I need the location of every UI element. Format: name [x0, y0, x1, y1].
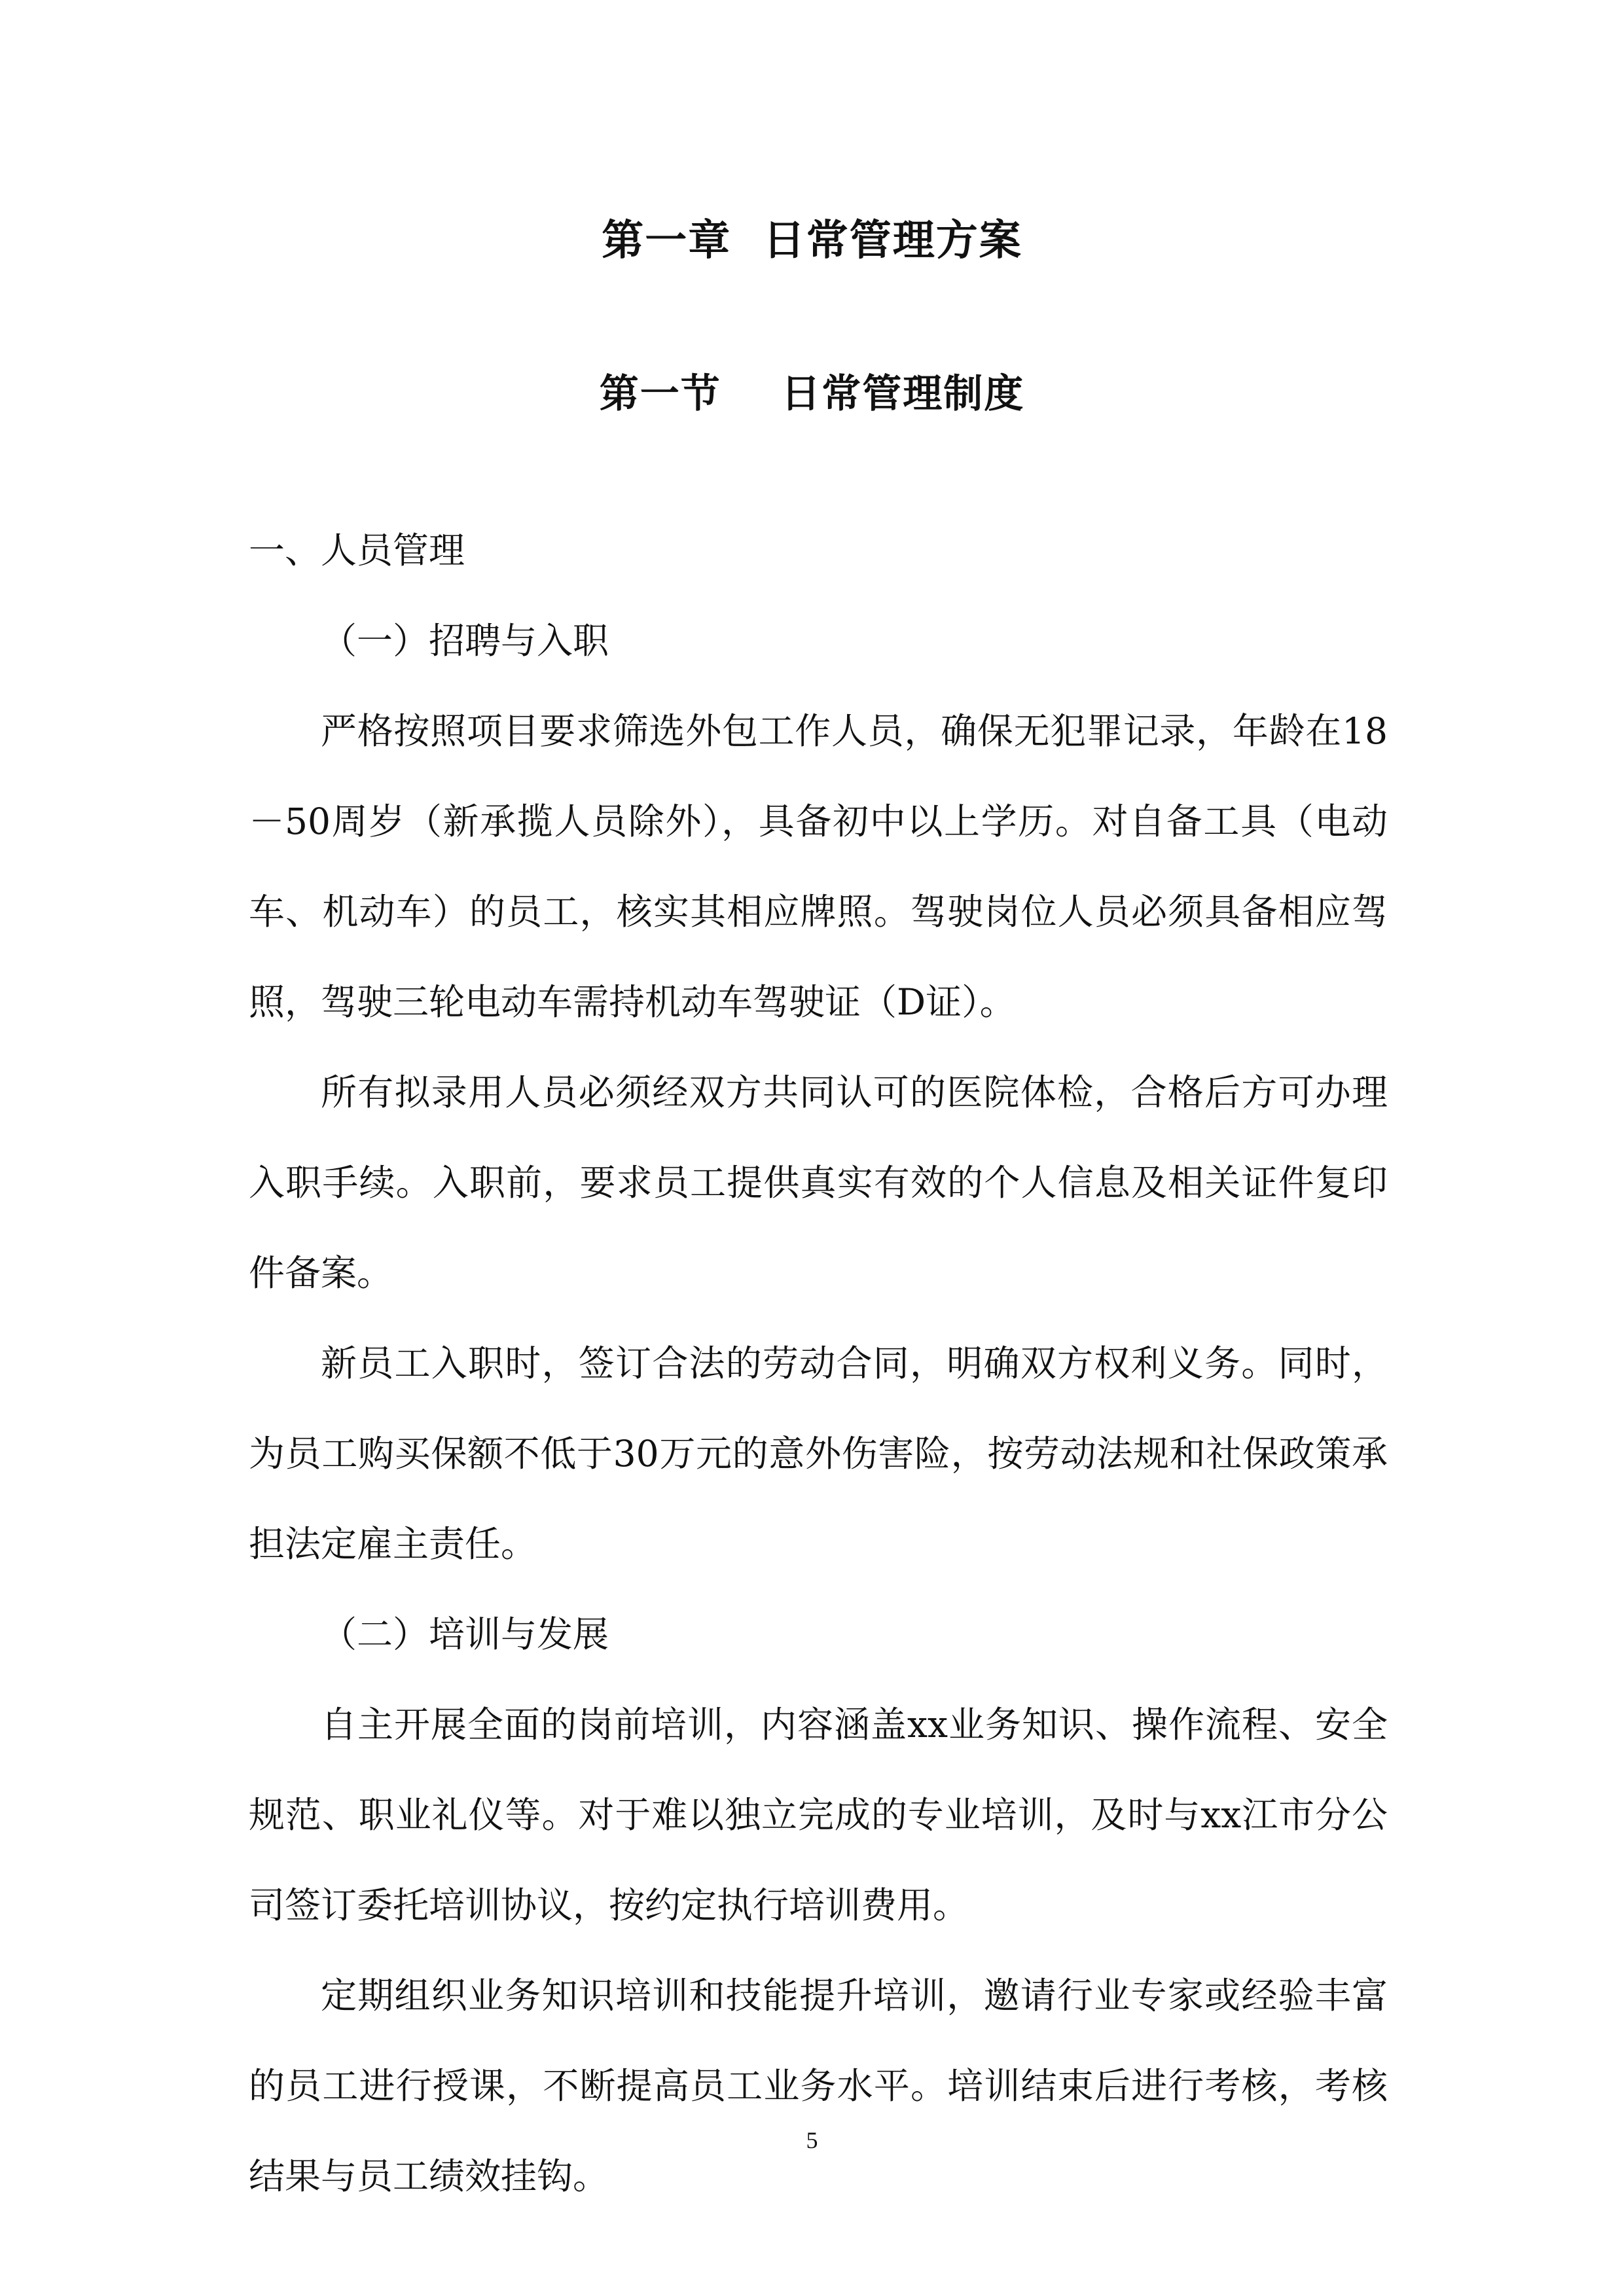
paragraph-regular-training: 定期组织业务知识培训和技能提升培训，邀请行业专家或经验丰富的员工进行授课，不断提高员工业务水平。培训结束后进行考核，考核结果与员工绩效挂钩。: [249, 1975, 1388, 2197]
subheading-training-development: （二）培训与发展: [321, 1613, 609, 1655]
paragraph-screening-requirements: 严格按照项目要求筛选外包工作人员，确保无犯罪记录，年龄在18－50周岁（新承揽人员除外），具备初中以上学历。对自备工具（电动车、机动车）的员工，核实其相应牌照。驾驶岗位人员必须具备相应驾照，驾驶三轮电动车需持机动车驾驶证（D证）。: [249, 710, 1388, 1023]
subheading-recruitment-onboarding: （一）招聘与入职: [321, 620, 609, 662]
section-title: 第一节 日常管理制度: [599, 371, 1025, 417]
chapter-title: 第一章 日常管理方案: [602, 217, 1022, 265]
paragraph-labor-contract: 新员工入职时，签订合法的劳动合同，明确双方权利义务。同时，为员工购买保额不低于30万元的意外伤害险，按劳动法规和社保政策承担法定雇主责任。: [249, 1342, 1388, 1565]
page-number: 5: [806, 2127, 818, 2153]
heading-personnel-management: 一、人员管理: [249, 529, 465, 571]
document-body: [249, 505, 1388, 2221]
paragraph-medical-check: 所有拟录用人员必须经双方共同认可的医院体检，合格后方可办理入职手续。入职前，要求员工提供真实有效的个人信息及相关证件复印件备案。: [249, 1071, 1388, 1294]
paragraph-pre-job-training: 自主开展全面的岗前培训，内容涵盖xx业务知识、操作流程、安全规范、职业礼仪等。对于难以独立完成的专业培训，及时与xx江市分公司签订委托培训协议，按约定执行培训费用。: [249, 1704, 1388, 1926]
